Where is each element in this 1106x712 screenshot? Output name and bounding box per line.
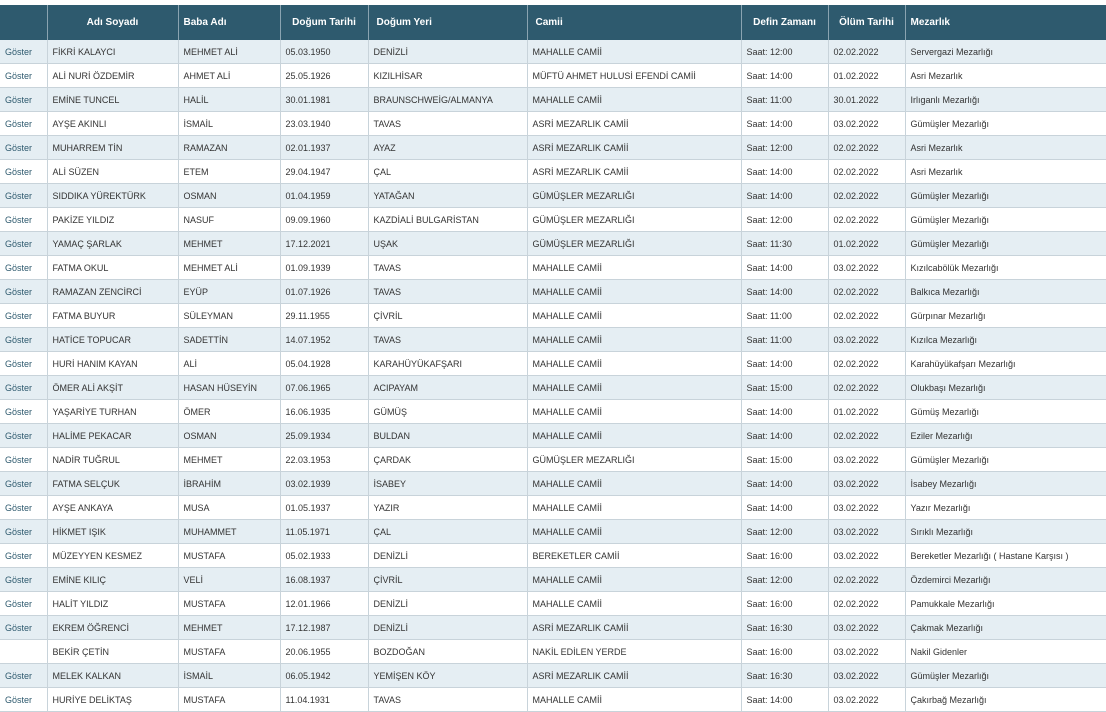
cell-birth-place: YAZIR	[368, 496, 527, 520]
cell-name: FATMA SELÇUK	[47, 472, 178, 496]
cell-death-date: 02.02.2022	[828, 160, 905, 184]
show-link[interactable]: Göster	[0, 520, 47, 544]
cell-cemetery: Yazır Mezarlığı	[905, 496, 1106, 520]
cell-father: SADETTİN	[178, 328, 280, 352]
cell-cemetery: Pamukkale Mezarlığı	[905, 592, 1106, 616]
cell-mosque: NAKİL EDİLEN YERDE	[527, 640, 741, 664]
show-link[interactable]: Göster	[0, 544, 47, 568]
header-action	[0, 5, 47, 40]
table-row	[0, 40, 1106, 64]
cell-birth-date: 20.06.1955	[280, 640, 368, 664]
cell-father: MEHMET ALİ	[178, 256, 280, 280]
funeral-list-container	[0, 5, 1106, 712]
cell-mosque: BEREKETLER CAMİİ	[527, 544, 741, 568]
cell-birth-date: 01.05.1937	[280, 496, 368, 520]
table-row	[0, 496, 1106, 520]
cell-birth-date: 12.01.1966	[280, 592, 368, 616]
cell-father: İBRAHİM	[178, 472, 280, 496]
cell-mosque: MAHALLE CAMİİ	[527, 592, 741, 616]
cell-mosque: MAHALLE CAMİİ	[527, 304, 741, 328]
cell-father: OSMAN	[178, 184, 280, 208]
cell-birth-place: ÇAL	[368, 160, 527, 184]
cell-death-date: 03.02.2022	[828, 544, 905, 568]
cell-death-date: 02.02.2022	[828, 568, 905, 592]
cell-name: FATMA OKUL	[47, 256, 178, 280]
cell-birth-place: TAVAS	[368, 112, 527, 136]
cell-birth-place: KIZILHİSAR	[368, 64, 527, 88]
cell-cemetery: Gürpınar Mezarlığı	[905, 304, 1106, 328]
cell-burial-time: Saat: 15:00	[741, 376, 828, 400]
show-link[interactable]: Göster	[0, 472, 47, 496]
cell-birth-place: YATAĞAN	[368, 184, 527, 208]
cell-mosque: MAHALLE CAMİİ	[527, 88, 741, 112]
cell-birth-place: GÜMÜŞ	[368, 400, 527, 424]
cell-mosque: GÜMÜŞLER MEZARLIĞI	[527, 232, 741, 256]
cell-death-date: 02.02.2022	[828, 184, 905, 208]
cell-death-date: 02.02.2022	[828, 376, 905, 400]
cell-birth-place: TAVAS	[368, 256, 527, 280]
cell-burial-time: Saat: 11:00	[741, 328, 828, 352]
table-row	[0, 568, 1106, 592]
show-link[interactable]: Göster	[0, 64, 47, 88]
cell-birth-date: 30.01.1981	[280, 88, 368, 112]
cell-birth-date: 02.01.1937	[280, 136, 368, 160]
cell-mosque: ASRİ MEZARLIK CAMİİ	[527, 136, 741, 160]
table-row	[0, 616, 1106, 640]
cell-death-date: 03.02.2022	[828, 520, 905, 544]
cell-name: SIDDIKA YÜREKTÜRK	[47, 184, 178, 208]
table-row	[0, 88, 1106, 112]
cell-name: NADİR TUĞRUL	[47, 448, 178, 472]
table-row	[0, 136, 1106, 160]
show-link[interactable]: Göster	[0, 688, 47, 712]
header-birth-place: Doğum Yeri	[368, 5, 527, 40]
header-birth-date: Doğum Tarihi	[280, 5, 368, 40]
cell-name: MUHARREM TİN	[47, 136, 178, 160]
show-link[interactable]: Göster	[0, 568, 47, 592]
cell-burial-time: Saat: 14:00	[741, 64, 828, 88]
show-link[interactable]: Göster	[0, 256, 47, 280]
cell-death-date: 02.02.2022	[828, 592, 905, 616]
cell-burial-time: Saat: 14:00	[741, 160, 828, 184]
cell-name: EMİNE TUNCEL	[47, 88, 178, 112]
header-death-date: Ölüm Tarihi	[828, 5, 905, 40]
cell-birth-place: ÇARDAK	[368, 448, 527, 472]
cell-death-date: 03.02.2022	[828, 664, 905, 688]
cell-death-date: 03.02.2022	[828, 496, 905, 520]
cell-cemetery: Özdemirci Mezarlığı	[905, 568, 1106, 592]
cell-mosque: ASRİ MEZARLIK CAMİİ	[527, 112, 741, 136]
table-row	[0, 376, 1106, 400]
cell-father: MUSA	[178, 496, 280, 520]
cell-burial-time: Saat: 16:00	[741, 592, 828, 616]
table-body	[0, 40, 1106, 712]
cell-burial-time: Saat: 14:00	[741, 256, 828, 280]
show-link[interactable]: Göster	[0, 208, 47, 232]
cell-name: AYŞE AKINLI	[47, 112, 178, 136]
cell-birth-place: BOZDOĞAN	[368, 640, 527, 664]
funeral-table	[0, 5, 1106, 712]
cell-death-date: 02.02.2022	[828, 280, 905, 304]
cell-burial-time: Saat: 16:30	[741, 664, 828, 688]
cell-cemetery: Karahüyükafşarı Mezarlığı	[905, 352, 1106, 376]
show-link[interactable]: Göster	[0, 40, 47, 64]
cell-death-date: 02.02.2022	[828, 40, 905, 64]
table-row	[0, 664, 1106, 688]
header-mosque: Camii	[527, 5, 741, 40]
cell-name: EKREM ÖĞRENCİ	[47, 616, 178, 640]
cell-birth-date: 01.09.1939	[280, 256, 368, 280]
cell-name: ALİ SÜZEN	[47, 160, 178, 184]
cell-death-date: 01.02.2022	[828, 64, 905, 88]
cell-burial-time: Saat: 14:00	[741, 280, 828, 304]
table-row	[0, 232, 1106, 256]
cell-father: OSMAN	[178, 424, 280, 448]
cell-father: HALİL	[178, 88, 280, 112]
cell-mosque: MAHALLE CAMİİ	[527, 424, 741, 448]
header-name: Adı Soyadı	[47, 5, 178, 40]
cell-birth-date: 29.04.1947	[280, 160, 368, 184]
cell-father: EYÜP	[178, 280, 280, 304]
table-row	[0, 208, 1106, 232]
cell-father: MUSTAFA	[178, 688, 280, 712]
cell-birth-date: 05.03.1950	[280, 40, 368, 64]
cell-birth-date: 06.05.1942	[280, 664, 368, 688]
cell-mosque: ASRİ MEZARLIK CAMİİ	[527, 664, 741, 688]
table-header	[0, 5, 1106, 40]
cell-birth-place: DENİZLİ	[368, 40, 527, 64]
table-row	[0, 472, 1106, 496]
table-row	[0, 640, 1106, 664]
cell-birth-date: 25.09.1934	[280, 424, 368, 448]
cell-burial-time: Saat: 14:00	[741, 472, 828, 496]
cell-birth-date: 05.02.1933	[280, 544, 368, 568]
cell-name: MÜZEYYEN KESMEZ	[47, 544, 178, 568]
cell-name: ÖMER ALİ AKŞİT	[47, 376, 178, 400]
cell-burial-time: Saat: 14:00	[741, 112, 828, 136]
cell-birth-date: 03.02.1939	[280, 472, 368, 496]
cell-cemetery: İsabey Mezarlığı	[905, 472, 1106, 496]
cell-death-date: 03.02.2022	[828, 448, 905, 472]
cell-death-date: 01.02.2022	[828, 232, 905, 256]
table-row	[0, 448, 1106, 472]
table-row	[0, 400, 1106, 424]
cell-burial-time: Saat: 14:00	[741, 352, 828, 376]
cell-cemetery: Gümüş Mezarlığı	[905, 400, 1106, 424]
cell-birth-place: YEMİŞEN KÖY	[368, 664, 527, 688]
cell-father: NASUF	[178, 208, 280, 232]
cell-mosque: MAHALLE CAMİİ	[527, 568, 741, 592]
cell-name: HİKMET IŞIK	[47, 520, 178, 544]
cell-father: AHMET ALİ	[178, 64, 280, 88]
cell-birth-place: DENİZLİ	[368, 544, 527, 568]
cell-burial-time: Saat: 12:00	[741, 40, 828, 64]
cell-mosque: MAHALLE CAMİİ	[527, 400, 741, 424]
cell-name: HURİYE DELİKTAŞ	[47, 688, 178, 712]
cell-birth-date: 01.04.1959	[280, 184, 368, 208]
table-row	[0, 328, 1106, 352]
cell-cemetery: Asri Mezarlık	[905, 136, 1106, 160]
cell-name: YAMAÇ ŞARLAK	[47, 232, 178, 256]
cell-mosque: MAHALLE CAMİİ	[527, 376, 741, 400]
cell-burial-time: Saat: 16:00	[741, 640, 828, 664]
show-link[interactable]: Göster	[0, 88, 47, 112]
cell-birth-date: 16.06.1935	[280, 400, 368, 424]
cell-mosque: MAHALLE CAMİİ	[527, 520, 741, 544]
cell-death-date: 02.02.2022	[828, 352, 905, 376]
cell-mosque: MAHALLE CAMİİ	[527, 256, 741, 280]
show-link[interactable]: Göster	[0, 328, 47, 352]
cell-birth-date: 17.12.2021	[280, 232, 368, 256]
cell-death-date: 03.02.2022	[828, 640, 905, 664]
show-link[interactable]: Göster	[0, 112, 47, 136]
cell-mosque: MAHALLE CAMİİ	[527, 688, 741, 712]
table-row	[0, 520, 1106, 544]
cell-burial-time: Saat: 14:00	[741, 688, 828, 712]
cell-name: ALİ NURİ ÖZDEMİR	[47, 64, 178, 88]
show-link[interactable]: Göster	[0, 232, 47, 256]
cell-cemetery: Çakmak Mezarlığı	[905, 616, 1106, 640]
cell-cemetery: Gümüşler Mezarlığı	[905, 184, 1106, 208]
cell-cemetery: Gümüşler Mezarlığı	[905, 448, 1106, 472]
header-cemetery: Mezarlık	[905, 5, 1106, 40]
cell-mosque: MÜFTÜ AHMET HULUSİ EFENDİ CAMİİ	[527, 64, 741, 88]
cell-burial-time: Saat: 12:00	[741, 208, 828, 232]
cell-father: İSMAİL	[178, 664, 280, 688]
header-father: Baba Adı	[178, 5, 280, 40]
table-row	[0, 304, 1106, 328]
cell-father: MEHMET	[178, 448, 280, 472]
cell-birth-date: 22.03.1953	[280, 448, 368, 472]
cell-mosque: GÜMÜŞLER MEZARLIĞI	[527, 184, 741, 208]
cell-cemetery: Nakil Gidenler	[905, 640, 1106, 664]
cell-father: MEHMET	[178, 232, 280, 256]
cell-cemetery: Gümüşler Mezarlığı	[905, 208, 1106, 232]
cell-mosque: MAHALLE CAMİİ	[527, 40, 741, 64]
cell-death-date: 03.02.2022	[828, 616, 905, 640]
cell-burial-time: Saat: 14:00	[741, 424, 828, 448]
show-link[interactable]: Göster	[0, 136, 47, 160]
cell-burial-time: Saat: 15:00	[741, 448, 828, 472]
cell-cemetery: Çakırbağ Mezarlığı	[905, 688, 1106, 712]
show-link[interactable]: Göster	[0, 280, 47, 304]
cell-death-date: 03.02.2022	[828, 472, 905, 496]
cell-burial-time: Saat: 14:00	[741, 184, 828, 208]
cell-birth-date: 01.07.1926	[280, 280, 368, 304]
show-link[interactable]: Göster	[0, 496, 47, 520]
cell-birth-place: KARAHÜYÜKAFŞARI	[368, 352, 527, 376]
cell-father: MEHMET	[178, 616, 280, 640]
cell-cemetery: Bereketler Mezarlığı ( Hastane Karşısı )	[905, 544, 1106, 568]
cell-birth-place: BULDAN	[368, 424, 527, 448]
table-row	[0, 184, 1106, 208]
cell-name: YAŞARİYE TURHAN	[47, 400, 178, 424]
cell-birth-place: ACIPAYAM	[368, 376, 527, 400]
cell-birth-date: 14.07.1952	[280, 328, 368, 352]
cell-mosque: MAHALLE CAMİİ	[527, 352, 741, 376]
table-row	[0, 592, 1106, 616]
cell-birth-place: BRAUNSCHWEİG/ALMANYA	[368, 88, 527, 112]
table-row	[0, 256, 1106, 280]
cell-birth-place: TAVAS	[368, 280, 527, 304]
cell-birth-place: ÇİVRİL	[368, 304, 527, 328]
cell-burial-time: Saat: 11:00	[741, 88, 828, 112]
show-link[interactable]: Göster	[0, 400, 47, 424]
header-burial-time: Defin Zamanı	[741, 5, 828, 40]
table-row	[0, 544, 1106, 568]
cell-birth-place: İSABEY	[368, 472, 527, 496]
cell-birth-date: 17.12.1987	[280, 616, 368, 640]
cell-birth-date: 11.04.1931	[280, 688, 368, 712]
show-link[interactable]: Göster	[0, 184, 47, 208]
show-link[interactable]: Göster	[0, 448, 47, 472]
table-row	[0, 64, 1106, 88]
cell-father: İSMAİL	[178, 112, 280, 136]
cell-birth-place: ÇAL	[368, 520, 527, 544]
cell-cemetery: Kızılca Mezarlığı	[905, 328, 1106, 352]
cell-name: PAKİZE YILDIZ	[47, 208, 178, 232]
cell-cemetery: Balkıca Mezarlığı	[905, 280, 1106, 304]
table-row	[0, 424, 1106, 448]
show-link[interactable]: Göster	[0, 376, 47, 400]
cell-father: RAMAZAN	[178, 136, 280, 160]
cell-mosque: GÜMÜŞLER MEZARLIĞI	[527, 208, 741, 232]
cell-death-date: 02.02.2022	[828, 136, 905, 160]
cell-birth-date: 29.11.1955	[280, 304, 368, 328]
cell-death-date: 02.02.2022	[828, 208, 905, 232]
cell-birth-date: 11.05.1971	[280, 520, 368, 544]
cell-death-date: 02.02.2022	[828, 424, 905, 448]
cell-name: HALİME PEKACAR	[47, 424, 178, 448]
cell-burial-time: Saat: 14:00	[741, 400, 828, 424]
cell-birth-date: 16.08.1937	[280, 568, 368, 592]
show-link[interactable]: Göster	[0, 616, 47, 640]
cell-mosque: MAHALLE CAMİİ	[527, 496, 741, 520]
cell-birth-date: 07.06.1965	[280, 376, 368, 400]
cell-father: SÜLEYMAN	[178, 304, 280, 328]
cell-name: MELEK KALKAN	[47, 664, 178, 688]
cell-cemetery: Asri Mezarlık	[905, 160, 1106, 184]
table-row	[0, 112, 1106, 136]
cell-father: ALİ	[178, 352, 280, 376]
cell-name: AYŞE ANKAYA	[47, 496, 178, 520]
cell-name: BEKİR ÇETİN	[47, 640, 178, 664]
cell-death-date: 03.02.2022	[828, 328, 905, 352]
cell-burial-time: Saat: 16:00	[741, 544, 828, 568]
cell-burial-time: Saat: 16:30	[741, 616, 828, 640]
cell-burial-time: Saat: 11:00	[741, 304, 828, 328]
cell-death-date: 03.02.2022	[828, 112, 905, 136]
cell-father: MUSTAFA	[178, 592, 280, 616]
table-row	[0, 280, 1106, 304]
cell-name: HATİCE TOPUCAR	[47, 328, 178, 352]
cell-cemetery: Irlıganlı Mezarlığı	[905, 88, 1106, 112]
show-link[interactable]: Göster	[0, 352, 47, 376]
cell-cemetery: Sırıklı Mezarlığı	[905, 520, 1106, 544]
show-link[interactable]: Göster	[0, 424, 47, 448]
cell-birth-place: TAVAS	[368, 688, 527, 712]
cell-burial-time: Saat: 14:00	[741, 496, 828, 520]
cell-father: MUSTAFA	[178, 640, 280, 664]
cell-death-date: 01.02.2022	[828, 400, 905, 424]
cell-death-date: 03.02.2022	[828, 688, 905, 712]
show-link[interactable]: Göster	[0, 664, 47, 688]
cell-mosque: ASRİ MEZARLIK CAMİİ	[527, 160, 741, 184]
show-link[interactable]: Göster	[0, 592, 47, 616]
cell-mosque: ASRİ MEZARLIK CAMİİ	[527, 616, 741, 640]
cell-birth-date: 23.03.1940	[280, 112, 368, 136]
cell-father: HASAN HÜSEYİN	[178, 376, 280, 400]
cell-birth-date: 05.04.1928	[280, 352, 368, 376]
cell-name: FATMA BUYUR	[47, 304, 178, 328]
cell-birth-place: KAZDİALİ BULGARİSTAN	[368, 208, 527, 232]
cell-birth-place: ÇİVRİL	[368, 568, 527, 592]
table-row	[0, 352, 1106, 376]
cell-burial-time: Saat: 12:00	[741, 136, 828, 160]
cell-burial-time: Saat: 12:00	[741, 520, 828, 544]
table-row	[0, 688, 1106, 712]
cell-name: HURİ HANIM KAYAN	[47, 352, 178, 376]
cell-birth-place: UŞAK	[368, 232, 527, 256]
cell-cemetery: Servergazi Mezarlığı	[905, 40, 1106, 64]
show-link	[0, 640, 47, 664]
cell-name: RAMAZAN ZENCİRCİ	[47, 280, 178, 304]
cell-father: ETEM	[178, 160, 280, 184]
cell-burial-time: Saat: 12:00	[741, 568, 828, 592]
cell-burial-time: Saat: 11:30	[741, 232, 828, 256]
cell-father: MUHAMMET	[178, 520, 280, 544]
cell-birth-date: 09.09.1960	[280, 208, 368, 232]
cell-cemetery: Olukbaşı Mezarlığı	[905, 376, 1106, 400]
cell-birth-place: DENİZLİ	[368, 592, 527, 616]
table-row	[0, 160, 1106, 184]
cell-birth-place: AYAZ	[368, 136, 527, 160]
cell-birth-date: 25.05.1926	[280, 64, 368, 88]
cell-father: MUSTAFA	[178, 544, 280, 568]
cell-father: MEHMET ALİ	[178, 40, 280, 64]
cell-father: VELİ	[178, 568, 280, 592]
cell-name: HALİT YILDIZ	[47, 592, 178, 616]
cell-name: FİKRİ KALAYCI	[47, 40, 178, 64]
cell-cemetery: Gümüşler Mezarlığı	[905, 664, 1106, 688]
cell-mosque: GÜMÜŞLER MEZARLIĞI	[527, 448, 741, 472]
cell-birth-place: TAVAS	[368, 328, 527, 352]
cell-cemetery: Kızılcabölük Mezarlığı	[905, 256, 1106, 280]
cell-name: EMİNE KILIÇ	[47, 568, 178, 592]
cell-mosque: MAHALLE CAMİİ	[527, 280, 741, 304]
cell-death-date: 03.02.2022	[828, 256, 905, 280]
cell-father: ÖMER	[178, 400, 280, 424]
cell-death-date: 30.01.2022	[828, 88, 905, 112]
cell-cemetery: Asri Mezarlık	[905, 64, 1106, 88]
cell-mosque: MAHALLE CAMİİ	[527, 328, 741, 352]
show-link[interactable]: Göster	[0, 304, 47, 328]
cell-cemetery: Gümüşler Mezarlığı	[905, 232, 1106, 256]
cell-cemetery: Eziler Mezarlığı	[905, 424, 1106, 448]
cell-death-date: 02.02.2022	[828, 304, 905, 328]
show-link[interactable]: Göster	[0, 160, 47, 184]
cell-mosque: MAHALLE CAMİİ	[527, 472, 741, 496]
cell-cemetery: Gümüşler Mezarlığı	[905, 112, 1106, 136]
cell-birth-place: DENİZLİ	[368, 616, 527, 640]
